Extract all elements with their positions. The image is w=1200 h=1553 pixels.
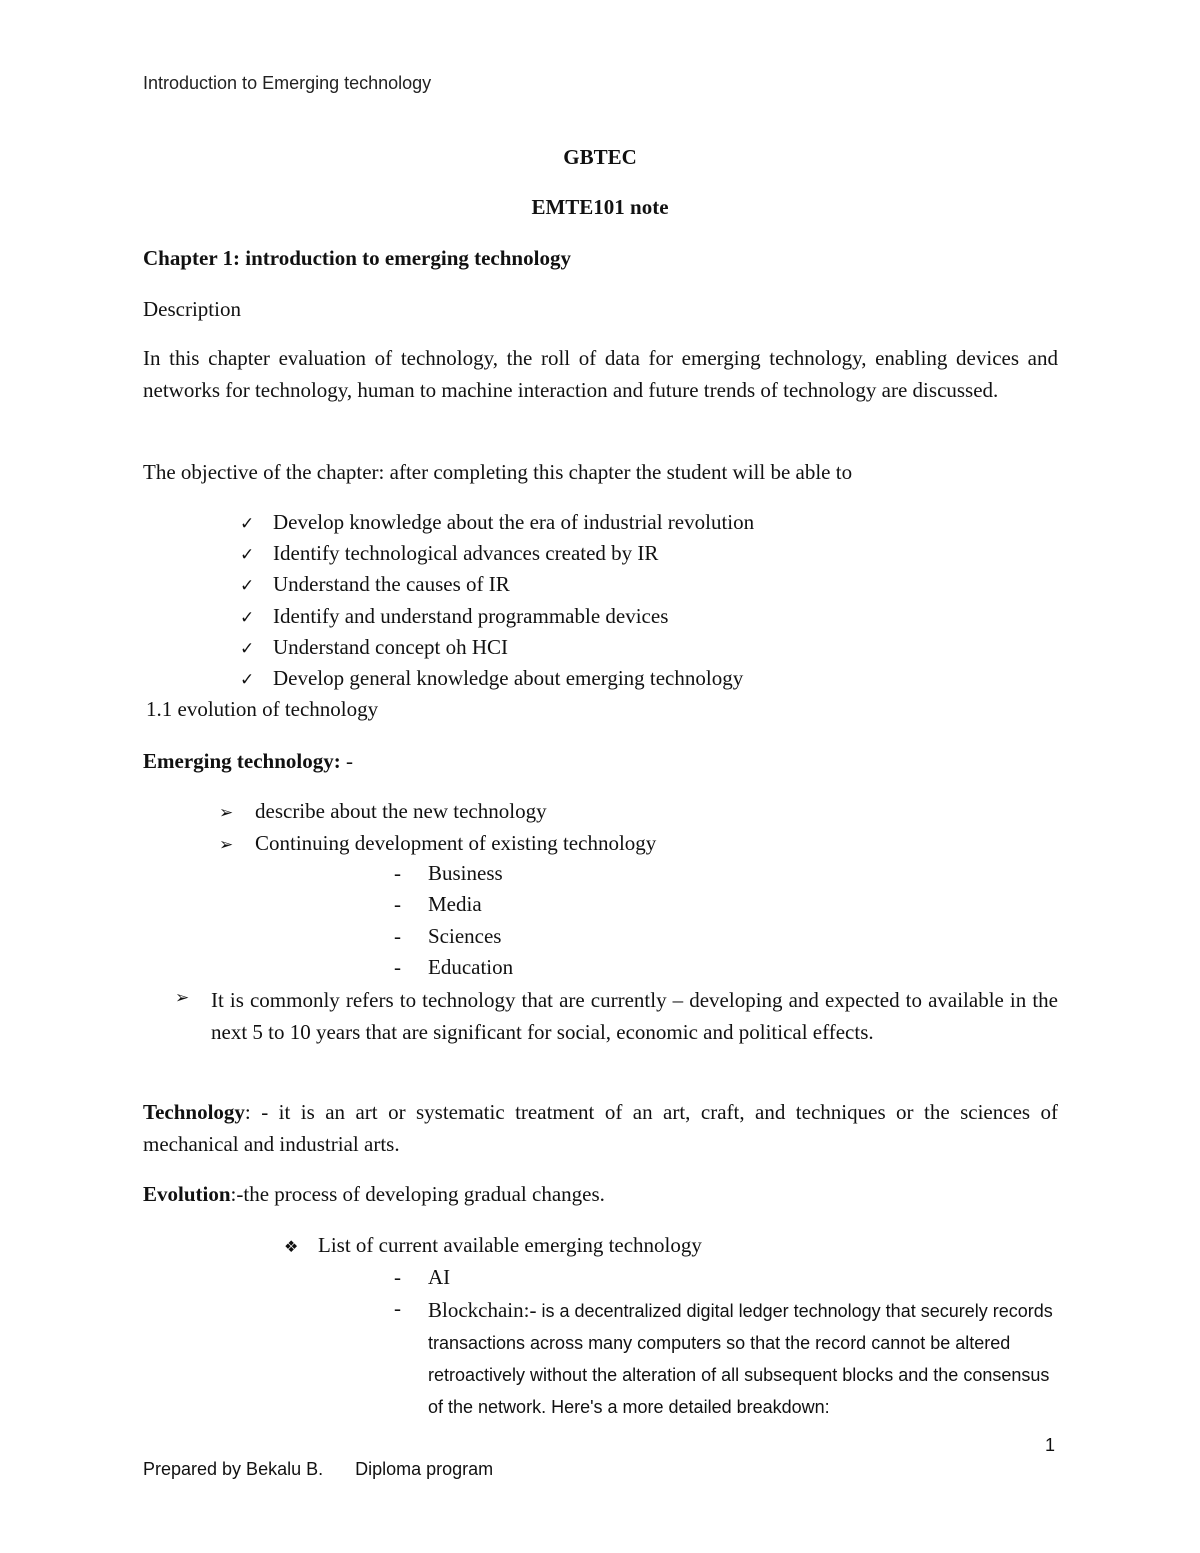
checkmark-icon: ✓: [240, 545, 255, 566]
arrow-bullet-icon: ➢: [219, 803, 234, 823]
objective-intro: The objective of the chapter: after completing this chapter the student will be able to: [143, 460, 853, 484]
emerging-suffix: -: [340, 749, 353, 773]
checkmark-icon: ✓: [240, 638, 255, 659]
objective-list: [240, 509, 754, 696]
list-heading-text: List of current available emerging technology: [318, 1233, 702, 1257]
running-header: Introduction to Emerging technology: [143, 73, 432, 93]
list-item: [240, 634, 754, 665]
page-number: 1: [1045, 1435, 1056, 1455]
list-item: [394, 1295, 1058, 1423]
list-item: [394, 954, 513, 985]
list-item-text: Sciences: [428, 923, 502, 948]
blockchain-text: is a decentralized digital ledger technology that securely records transactions across many computers so that the record cannot be altered retroactively without the alteration of all subsequent blocks and the consensus of the network. Here's a more detailed breakdown:: [428, 1301, 1053, 1418]
emerging-bullets: [219, 798, 656, 861]
dash-bullet: -: [394, 954, 401, 979]
dash-bullet: -: [394, 923, 401, 948]
technology-term: Technology: [143, 1100, 245, 1124]
org-title: GBTEC: [563, 145, 637, 169]
description-heading: Description: [143, 297, 241, 321]
description-paragraph: In this chapter evaluation of technology, the roll of data for emerging technology, enabling devices and networks for technology, human to machine interaction and future trends of technology are discussed.: [143, 346, 1058, 402]
blockchain-definition: [428, 1295, 1058, 1423]
list-item: [240, 603, 754, 634]
evolution-term: Evolution: [143, 1182, 231, 1206]
list-item: [240, 571, 754, 602]
dash-bullet: -: [394, 1265, 401, 1289]
blockchain-term: Blockchain:-: [428, 1298, 537, 1323]
list-item-text: Understand concept oh HCI: [273, 634, 509, 659]
checkmark-icon: ✓: [240, 514, 255, 534]
checkmark-icon: ✓: [240, 576, 255, 597]
dash-bullet: -: [394, 892, 401, 917]
current-list-heading: [284, 1232, 702, 1260]
list-item-text: Understand the causes of IR: [273, 572, 510, 597]
list-item-text: Identify technological advances created by IR: [273, 541, 659, 566]
list-item-text: Education: [428, 954, 514, 979]
arrow-bullet-icon: ➢: [219, 834, 234, 855]
chapter-heading: Chapter 1: introduction to emerging technology: [143, 246, 571, 270]
list-item-text: Identify and understand programmable devices: [273, 603, 669, 628]
page-footer: [143, 1459, 493, 1480]
arrow-bullet-icon: ➢: [175, 988, 190, 1008]
list-item: [240, 509, 754, 540]
list-item: [394, 1264, 1058, 1295]
list-item: [394, 860, 513, 891]
dash-bullet: -: [394, 1296, 401, 1321]
list-item-text: Continuing development of existing technology: [255, 830, 657, 855]
footer-program: Diploma program: [355, 1459, 494, 1479]
technology-definition: [143, 1097, 1058, 1160]
evolution-definition: [143, 1181, 605, 1207]
dash-bullet: -: [394, 861, 401, 885]
course-note-title: EMTE101 note: [531, 195, 669, 219]
checkmark-icon: ✓: [240, 669, 255, 690]
list-item-text: Business: [428, 861, 503, 885]
list-item: [394, 891, 513, 922]
footer-author: Prepared by Bekalu B.: [143, 1459, 324, 1479]
emerging-paragraph: It is commonly refers to technology that are currently – developing and expected to available in the next 5 to 10 years that are significant for social, economic and political effects.: [211, 988, 1058, 1044]
list-item-text: AI: [428, 1265, 451, 1289]
list-item-text: Media: [428, 892, 482, 917]
diamond-bullet-icon: ❖: [284, 1237, 299, 1256]
emerging-definition-heading: [143, 748, 353, 774]
current-tech-list: [394, 1264, 1058, 1423]
list-item-text: describe about the new technology: [255, 799, 547, 823]
emerging-paragraph-item: [175, 985, 1058, 1048]
list-item: [240, 540, 754, 571]
list-item: [219, 798, 656, 830]
checkmark-icon: ✓: [240, 607, 255, 628]
list-item-text: Develop general knowledge about emerging technology: [273, 665, 744, 690]
technology-text: : - it is an art or systematic treatment of an art, craft, and techniques or the sciences of mechanical and industrial arts.: [143, 1100, 1058, 1156]
evolution-text: :-the process of developing gradual changes.: [230, 1182, 605, 1206]
list-item: [394, 923, 513, 954]
list-item-text: Develop knowledge about the era of industrial revolution: [273, 510, 755, 534]
fields-list: [394, 860, 513, 985]
list-item: [219, 830, 656, 862]
section-heading: 1.1 evolution of technology: [146, 697, 379, 721]
emerging-term: Emerging technology:: [143, 749, 341, 773]
list-item: [240, 665, 754, 696]
